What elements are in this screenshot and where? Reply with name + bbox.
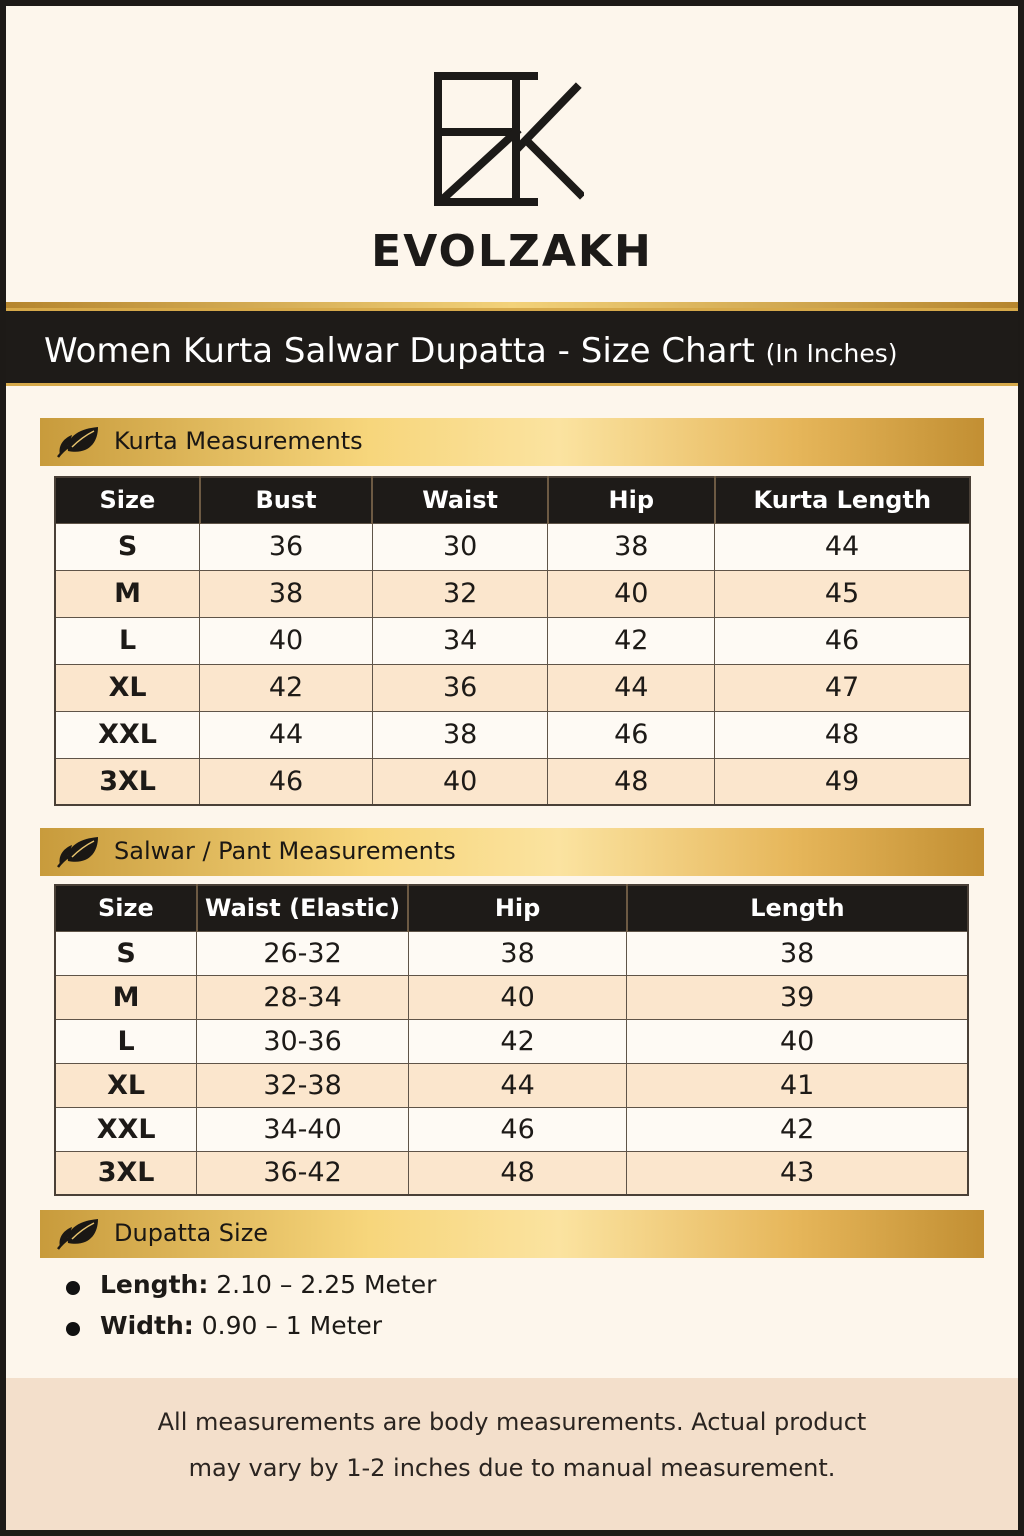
measurement-cell: 34 xyxy=(372,617,548,664)
bullet-icon xyxy=(66,1281,80,1295)
measurement-cell: 46 xyxy=(715,617,970,664)
bullet-icon xyxy=(66,1322,80,1336)
measurement-cell: 36 xyxy=(372,664,548,711)
kurta-header-row xyxy=(55,477,970,523)
size-cell: L xyxy=(55,617,200,664)
measurement-cell: 46 xyxy=(200,758,373,805)
salwar-column-header: Size xyxy=(55,885,197,931)
measurement-cell: 38 xyxy=(627,931,968,975)
dupatta-section-banner xyxy=(40,1210,984,1258)
measurement-cell: 26-32 xyxy=(197,931,409,975)
table-row xyxy=(55,758,970,805)
measurement-cell: 38 xyxy=(372,711,548,758)
size-cell: S xyxy=(55,931,197,975)
measurement-cell: 41 xyxy=(627,1063,968,1107)
measurement-cell: 30-36 xyxy=(197,1019,409,1063)
salwar-heading: Salwar / Pant Measurements xyxy=(114,837,456,865)
size-cell: XXL xyxy=(55,711,200,758)
size-cell: XL xyxy=(55,664,200,711)
salwar-column-header: Waist (Elastic) xyxy=(197,885,409,931)
leaf-icon xyxy=(54,1217,102,1251)
measurement-cell: 47 xyxy=(715,664,970,711)
measurement-cell: 39 xyxy=(627,975,968,1019)
brand-header xyxy=(6,66,1018,286)
measurement-cell: 43 xyxy=(627,1151,968,1195)
measurement-cell: 40 xyxy=(200,617,373,664)
size-cell: M xyxy=(55,570,200,617)
brand-logo xyxy=(424,70,584,218)
measurement-cell: 40 xyxy=(548,570,715,617)
measurement-cell: 36-42 xyxy=(197,1151,409,1195)
salwar-section-banner xyxy=(40,828,984,876)
measurement-cell: 38 xyxy=(548,523,715,570)
dupatta-width-value: 0.90 – 1 xyxy=(201,1311,302,1340)
dupatta-width-item xyxy=(66,1311,436,1352)
kurta-column-header: Hip xyxy=(548,477,715,523)
dupatta-width-label: Width: xyxy=(100,1311,194,1340)
size-cell: XXL xyxy=(55,1107,197,1151)
size-chart-page xyxy=(6,6,1018,1530)
measurement-cell: 36 xyxy=(200,523,373,570)
dupatta-heading: Dupatta Size xyxy=(114,1219,269,1247)
kurta-table xyxy=(54,476,971,806)
measurement-cell: 45 xyxy=(715,570,970,617)
table-row xyxy=(55,617,970,664)
title-bar xyxy=(6,308,1018,386)
table-row xyxy=(55,1063,968,1107)
leaf-icon xyxy=(54,835,102,869)
measurement-cell: 32-38 xyxy=(197,1063,409,1107)
table-row xyxy=(55,711,970,758)
measurement-cell: 32 xyxy=(372,570,548,617)
measurement-cell: 40 xyxy=(408,975,626,1019)
dupatta-length-item xyxy=(66,1270,436,1311)
measurement-cell: 46 xyxy=(408,1107,626,1151)
size-cell: M xyxy=(55,975,197,1019)
salwar-column-header: Length xyxy=(627,885,968,931)
dupatta-width-unit: Meter xyxy=(309,1311,383,1340)
measurement-cell: 44 xyxy=(715,523,970,570)
table-row xyxy=(55,1151,968,1195)
kurta-column-header: Kurta Length xyxy=(715,477,970,523)
measurement-cell: 30 xyxy=(372,523,548,570)
measurement-cell: 34-40 xyxy=(197,1107,409,1151)
measurement-cell: 44 xyxy=(200,711,373,758)
measurement-cell: 28-34 xyxy=(197,975,409,1019)
table-row xyxy=(55,664,970,711)
kurta-section-banner xyxy=(40,418,984,466)
size-cell: 3XL xyxy=(55,1151,197,1195)
measurement-cell: 38 xyxy=(408,931,626,975)
dupatta-length-value: 2.10 – 2.25 xyxy=(216,1270,357,1299)
kurta-column-header: Bust xyxy=(200,477,373,523)
footer-note xyxy=(6,1378,1018,1530)
table-row xyxy=(55,1107,968,1151)
salwar-header-row xyxy=(55,885,968,931)
kurta-column-header: Size xyxy=(55,477,200,523)
footer-line-1: All measurements are body measurements. Actual product xyxy=(157,1408,867,1436)
salwar-body xyxy=(55,931,968,1195)
table-row xyxy=(55,975,968,1019)
dupatta-length-unit: Meter xyxy=(363,1270,437,1299)
brand-name: EVOLZAKH xyxy=(371,226,653,277)
measurement-cell: 42 xyxy=(408,1019,626,1063)
page-title xyxy=(44,331,897,371)
leaf-icon xyxy=(54,425,102,459)
size-cell: 3XL xyxy=(55,758,200,805)
salwar-column-header: Hip xyxy=(408,885,626,931)
title-main: Women Kurta Salwar Dupatta - Size Chart xyxy=(44,331,755,371)
table-row xyxy=(55,1019,968,1063)
measurement-cell: 48 xyxy=(715,711,970,758)
measurement-cell: 38 xyxy=(200,570,373,617)
footer-line-2: may vary by 1-2 inches due to manual measurement. xyxy=(188,1454,836,1482)
measurement-cell: 42 xyxy=(548,617,715,664)
kurta-body xyxy=(55,523,970,805)
salwar-table xyxy=(54,884,969,1196)
size-cell: S xyxy=(55,523,200,570)
kurta-heading: Kurta Measurements xyxy=(114,427,363,455)
measurement-cell: 48 xyxy=(408,1151,626,1195)
measurement-cell: 46 xyxy=(548,711,715,758)
table-row xyxy=(55,523,970,570)
measurement-cell: 40 xyxy=(627,1019,968,1063)
table-row xyxy=(55,931,968,975)
table-row xyxy=(55,570,970,617)
measurement-cell: 42 xyxy=(627,1107,968,1151)
dupatta-length-label: Length: xyxy=(100,1270,209,1299)
measurement-cell: 40 xyxy=(372,758,548,805)
measurement-cell: 49 xyxy=(715,758,970,805)
measurement-cell: 48 xyxy=(548,758,715,805)
size-cell: XL xyxy=(55,1063,197,1107)
measurement-cell: 42 xyxy=(200,664,373,711)
dupatta-list xyxy=(66,1270,436,1352)
size-cell: L xyxy=(55,1019,197,1063)
title-unit-note: (In Inches) xyxy=(765,339,898,368)
kurta-column-header: Waist xyxy=(372,477,548,523)
measurement-cell: 44 xyxy=(408,1063,626,1107)
measurement-cell: 44 xyxy=(548,664,715,711)
